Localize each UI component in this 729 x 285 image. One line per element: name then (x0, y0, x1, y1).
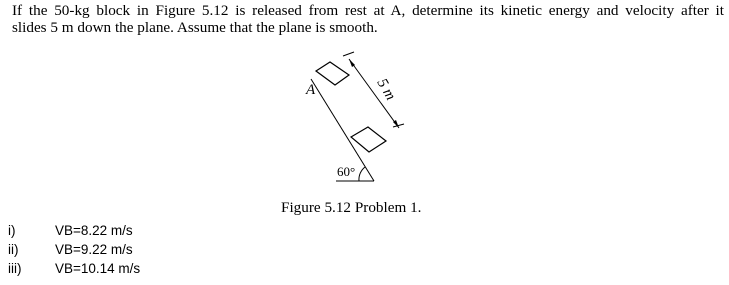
question-line-2: slides 5 m down the plane. Assume that the plane is smooth. (12, 19, 378, 36)
block-at-b (351, 127, 386, 152)
answer-option-1[interactable] (8, 221, 140, 240)
question-line-1: If the 50-kg block in Figure 5.12 is released from rest at A, determine its kinetic energy and velocity after it (12, 2, 724, 19)
option-label: i) (8, 223, 16, 238)
option-text: VB=10.14 m/s (55, 261, 141, 276)
answer-option-2[interactable] (8, 240, 140, 259)
incline-figure (290, 46, 440, 201)
angle-label: 60° (337, 164, 356, 179)
option-label: ii) (8, 242, 19, 257)
distance-label: 5 m (373, 76, 399, 104)
block-at-a (316, 62, 349, 85)
answer-option-3[interactable] (8, 259, 140, 278)
option-text: VB=9.22 m/s (55, 242, 133, 257)
answer-options (8, 221, 140, 278)
dimension-tick-top (343, 52, 354, 56)
figure-caption: Figure 5.12 Problem 1. (281, 199, 422, 216)
angle-arc (359, 167, 365, 181)
point-a-label: A (306, 82, 316, 98)
question-text (12, 2, 724, 36)
option-text: VB=8.22 m/s (55, 223, 133, 238)
option-label: iii) (8, 261, 22, 276)
